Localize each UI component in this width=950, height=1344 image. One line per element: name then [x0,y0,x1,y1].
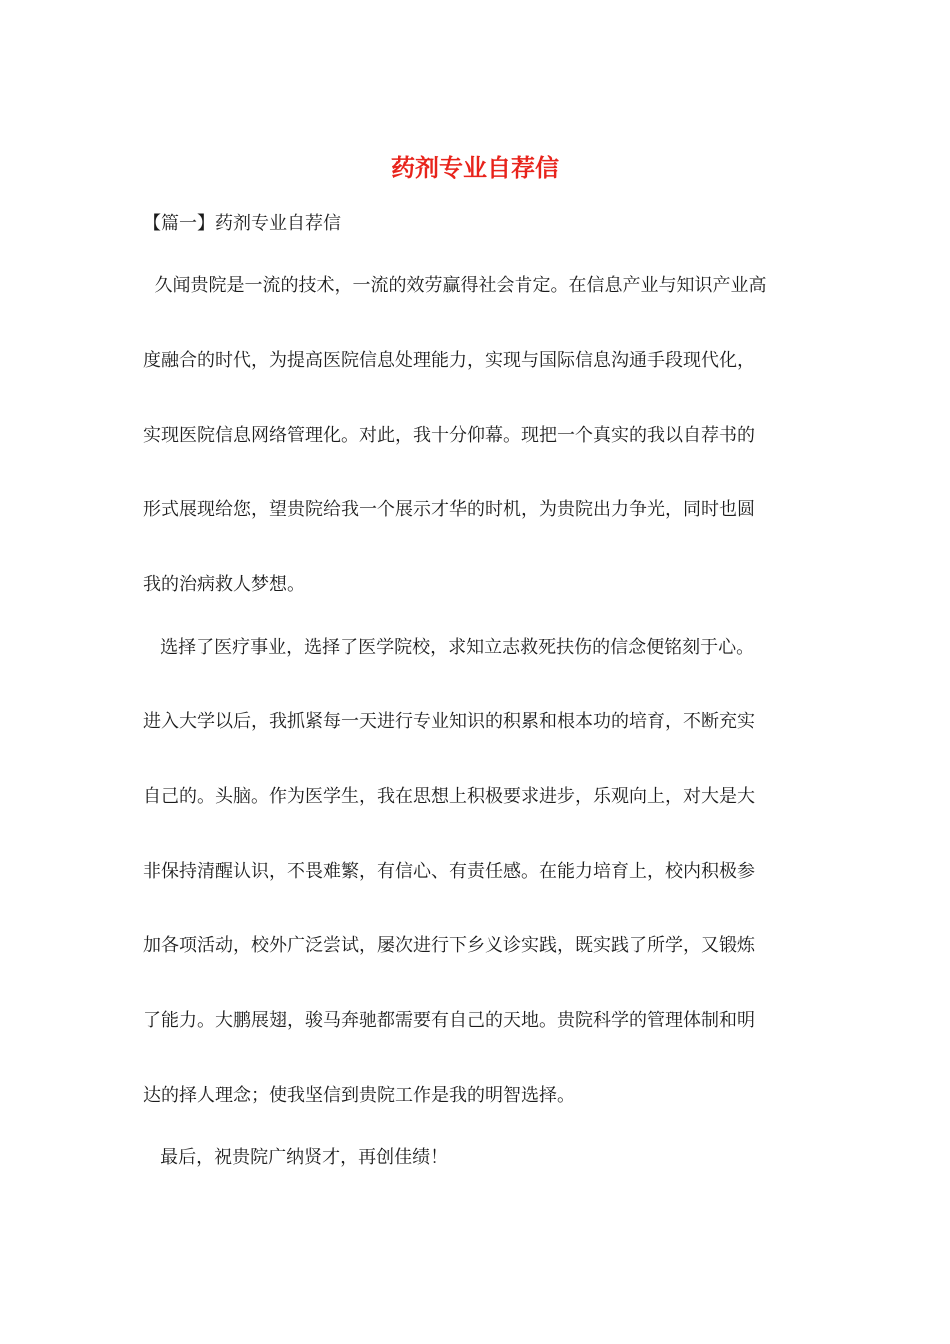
paragraph-line: 我的治病救人梦想。 [143,574,305,595]
paragraph-line: 久闻贵院是一流的技术，一流的效劳赢得社会肯定。在信息产业与知识产业高 [143,275,767,296]
paragraph-line: 度融合的时代，为提高医院信息处理能力，实现与国际信息沟通手段现代化， [143,350,755,371]
paragraph-line: 达的择人理念；使我坚信到贵院工作是我的明智选择。 [143,1085,575,1106]
paragraph-line: 实现医院信息网络管理化。对此，我十分仰幕。现把一个真实的我以自荐书的 [143,425,755,446]
paragraph-line: 最后，祝贵院广纳贤才，再创佳绩！ [143,1147,449,1168]
section-heading: 【篇一】药剂专业自荐信 [143,213,341,234]
paragraph-line: 形式展现给您，望贵院给我一个展示才华的时机，为贵院出力争光，同时也圆 [143,499,755,520]
document-title: 药剂专业自荐信 [391,153,559,182]
paragraph-line: 进入大学以后，我抓紧每一天进行专业知识的积累和根本功的培育，不断充实 [143,711,755,732]
paragraph-line: 非保持清醒认识，不畏难繁，有信心、有责任感。在能力培育上，校内积极参 [143,861,755,882]
paragraph-line: 了能力。大鹏展翅，骏马奔驰都需要有自己的天地。贵院科学的管理体制和明 [143,1010,755,1031]
paragraph-line: 加各项活动，校外广泛尝试，屡次进行下乡义诊实践，既实践了所学，又锻炼 [143,935,755,956]
paragraph-line: 自己的。头脑。作为医学生，我在思想上积极要求进步，乐观向上，对大是大 [143,786,755,807]
paragraph-line: 选择了医疗事业，选择了医学院校，求知立志救死扶伤的信念便铭刻于心。 [143,637,755,658]
